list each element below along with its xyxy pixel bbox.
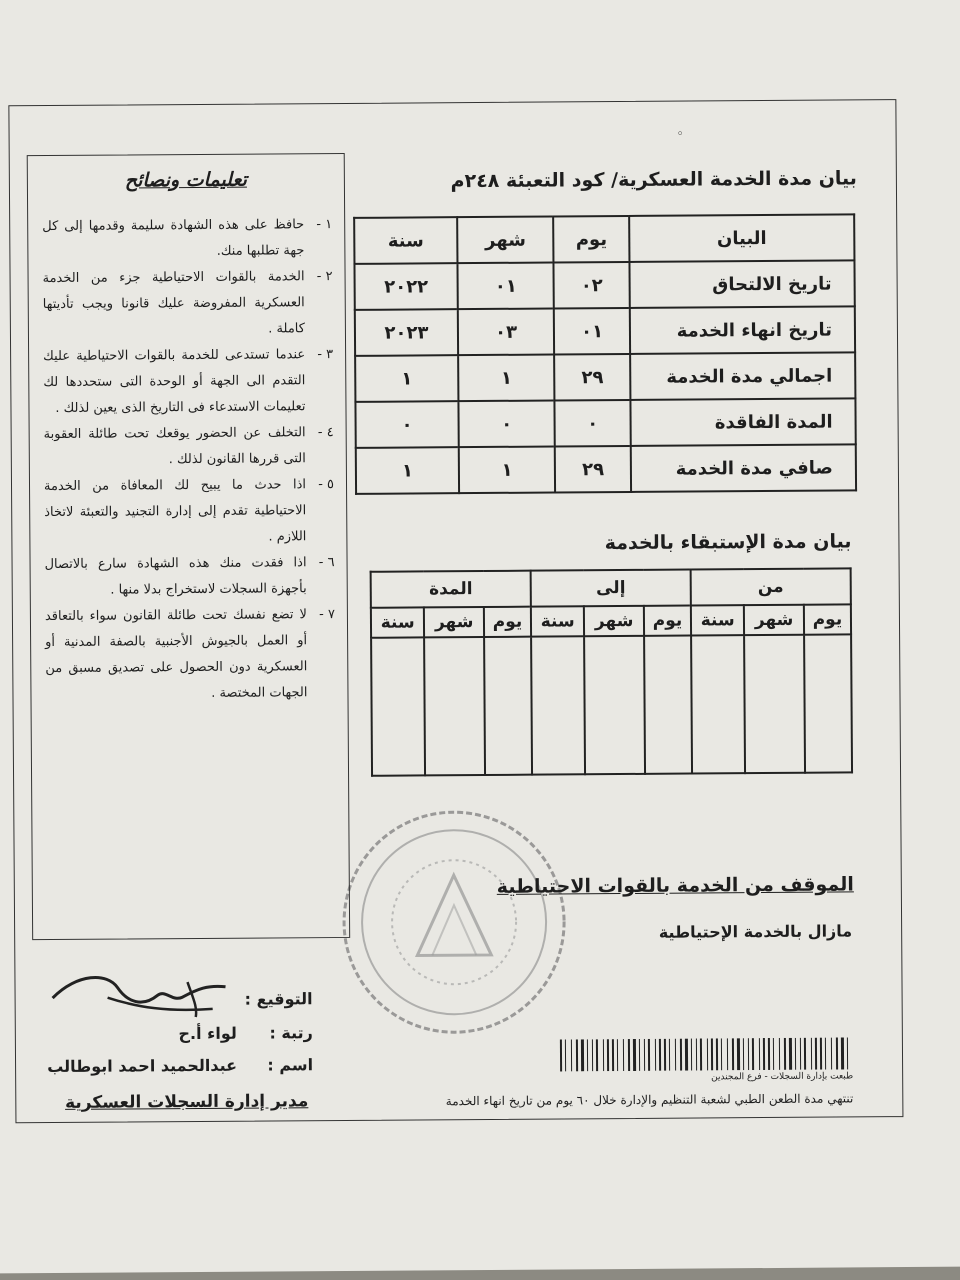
col-header-month: شهر (457, 216, 554, 263)
barcode-bar (592, 1039, 593, 1071)
row-year: ٠ (355, 401, 458, 448)
barcode-bar (847, 1037, 848, 1069)
barcode-bar (565, 1039, 566, 1071)
row-day: ٢٩ (555, 446, 631, 493)
barcode-bar (825, 1038, 826, 1070)
row-year: ١ (356, 447, 459, 494)
barcode-bar (752, 1038, 754, 1070)
table-row (354, 260, 854, 309)
item-text: حافظ على هذه الشهادة سليمة وقدمها إلى كل جهة تطلبها منك. (42, 217, 305, 259)
list-item (44, 550, 334, 604)
rank-value: لواء أ.ح (178, 1023, 237, 1044)
row-day: ٠٢ (554, 262, 630, 309)
row-label: تاريخ الالتحاق (629, 260, 854, 308)
row-month: ٠١ (458, 262, 555, 309)
barcode-bar (763, 1038, 765, 1070)
row-month: ٠٣ (458, 308, 555, 355)
subcol-day: يوم (644, 606, 691, 636)
barcode-bar (779, 1038, 780, 1070)
table-header-row (354, 214, 854, 263)
list-item (43, 342, 334, 422)
barcode-bar (716, 1038, 718, 1070)
retention-group-row (371, 568, 851, 607)
subcol-year: سنة (371, 607, 425, 637)
barcode-bar (644, 1039, 645, 1071)
row-year: ٢٠٢٢ (354, 263, 457, 310)
item-number: ٧ - (319, 607, 335, 623)
subcol-day: يوم (804, 604, 851, 634)
empty-cell (744, 635, 805, 773)
barcode-bar (727, 1038, 728, 1070)
barcode-bar (664, 1039, 666, 1071)
rank-label: رتبة : (269, 1023, 313, 1043)
barcode-bar (711, 1038, 713, 1070)
barcode-bar (836, 1038, 838, 1070)
barcode-bar (603, 1039, 604, 1071)
barcode-bar (669, 1039, 670, 1071)
name-value: عبدالحميد احمد ابوطالب (47, 1055, 238, 1077)
barcode-bar (560, 1039, 562, 1071)
table-row (355, 306, 855, 355)
row-month: ٠ (458, 400, 555, 447)
retention-subheader-row (371, 604, 851, 637)
barcode-bar (596, 1039, 598, 1071)
barcode-bar (612, 1039, 614, 1071)
name-label: اسم : (267, 1055, 314, 1075)
item-text: التخلف عن الحضور يوقعك تحت طائلة العقوبة التى قررها القانون لذلك . (43, 425, 306, 468)
barcode-bar (815, 1038, 817, 1070)
list-item (44, 472, 335, 552)
barcode-bar (617, 1039, 618, 1071)
empty-cell (691, 635, 745, 773)
dot-mark: ◦ (676, 126, 684, 141)
reserve-status-value: مازال بالخدمة الإحتياطية (658, 921, 853, 942)
barcode-bar (655, 1039, 656, 1071)
barcode-bar (633, 1039, 636, 1071)
barcode-bar (789, 1038, 792, 1070)
row-year: ٢٠٢٣ (355, 309, 458, 356)
subcol-month: شهر (584, 606, 644, 636)
row-label: المدة الفاقدة (630, 398, 855, 446)
empty-cell (424, 637, 485, 775)
retention-table (370, 567, 853, 776)
barcode-bar (784, 1038, 786, 1070)
barcode-bar (831, 1038, 832, 1070)
item-text: عندما تستدعى للخدمة بالقوات الاحتياطية عليك التقدم الى الجهة أو الوحدة التى ستحددها لك تعليمات الاستدعاء فى التاريخ الذى يعين لذلك . (43, 347, 306, 416)
row-year: ١ (355, 355, 458, 402)
retention-statement-title: بيان مدة الإستبقاء بالخدمة (604, 530, 852, 555)
col-header-day: يوم (553, 216, 629, 263)
barcode-bar (773, 1038, 774, 1070)
row-label: تاريخ انهاء الخدمة (630, 306, 855, 354)
empty-cell (584, 636, 645, 774)
barcode (558, 1037, 856, 1071)
barcode-bar (700, 1038, 702, 1070)
barcode-bar (696, 1039, 697, 1071)
barcode-bar (732, 1038, 734, 1070)
row-day: ٢٩ (554, 354, 630, 401)
item-text: الخدمة بالقوات الاحتياطية جزء من الخدمة العسكرية المفروضة عليك قانونا ويجب تأديتها كاملة . (42, 269, 305, 337)
row-month: ١ (459, 446, 556, 493)
name-row (33, 1055, 313, 1076)
barcode-bar (795, 1038, 796, 1070)
retention-empty-row (371, 634, 852, 775)
item-number: ١ - (316, 217, 333, 233)
barcode-bar (707, 1038, 708, 1070)
instructions-list (42, 212, 335, 708)
table-row (356, 444, 856, 493)
barcode-bar (841, 1037, 844, 1069)
list-item (45, 602, 336, 708)
barcode-bar (721, 1038, 722, 1070)
row-day: ٠١ (554, 308, 630, 355)
office-title: مدير إدارة السجلات العسكرية (64, 1091, 309, 1113)
barcode-bar (607, 1039, 609, 1071)
barcode-bar (587, 1039, 588, 1071)
empty-cell (371, 637, 425, 775)
barcode-bar (800, 1038, 801, 1070)
group-to: إلى (531, 570, 691, 607)
item-number: ٥ - (318, 477, 335, 493)
item-text: اذا فقدت منك هذه الشهادة سارع بالاتصال بأجهزة السجلات لاستخراج بدلا منها . (44, 555, 307, 598)
subcol-day: يوم (484, 607, 531, 637)
item-number: ٣ - (317, 347, 334, 363)
barcode-bar (748, 1038, 749, 1070)
barcode-bar (680, 1039, 682, 1071)
footer-note: تنتهي مدة الطعن الطبي لشعبة التنظيم والإدارة خلال ٦٠ يوم من تاريخ انهاء الخدمة (445, 1091, 854, 1109)
barcode-bar (820, 1038, 822, 1070)
subcol-year: سنة (691, 605, 744, 635)
barcode-bar (571, 1039, 572, 1071)
barcode-bar (659, 1039, 661, 1071)
instructions-box (27, 153, 350, 940)
barcode-bar (737, 1038, 740, 1070)
signature-label: التوقيع : (244, 989, 313, 1009)
table-row (355, 398, 855, 447)
instructions-title: تعليمات ونصائح (124, 168, 247, 192)
empty-cell (531, 636, 585, 774)
row-label: اجمالي مدة الخدمة (630, 352, 855, 400)
rank-row (33, 1023, 313, 1044)
list-item (44, 420, 334, 474)
item-text: اذا حدث ما يبيح لك المعافاة من الخدمة الاحتياطية تقدم إلى إدارة التجنيد والتعبئة لاتخاذ اللازم . (43, 477, 307, 545)
row-month: ١ (458, 354, 555, 401)
barcode-bar (691, 1039, 692, 1071)
group-from: من (691, 568, 851, 605)
barcode-bar (648, 1039, 650, 1071)
col-header-item: البيان (629, 214, 854, 262)
barcode-bar (628, 1039, 630, 1071)
empty-cell (644, 636, 692, 774)
barcode-bar (743, 1038, 744, 1070)
barcode-bar (581, 1039, 584, 1071)
row-day: ٠ (555, 400, 631, 447)
item-number: ٦ - (318, 555, 335, 571)
barcode-bar (804, 1038, 806, 1070)
barcode-bar (759, 1038, 760, 1070)
barcode-bar (685, 1039, 688, 1071)
row-label: صافي مدة الخدمة (631, 444, 856, 492)
subcol-month: شهر (744, 605, 804, 635)
subcol-year: سنة (531, 606, 584, 636)
group-duration: المدة (371, 571, 531, 608)
table-row (355, 352, 855, 401)
empty-cell (484, 637, 532, 775)
barcode-bar (811, 1038, 812, 1070)
barcode-bar (576, 1039, 578, 1071)
service-statement-title: بيان مدة الخدمة العسكرية/ كود التعبئة ٢٤٨م (450, 167, 857, 193)
service-statement-table (353, 213, 857, 494)
barcode-bar (623, 1039, 624, 1071)
col-header-year: سنة (354, 217, 457, 264)
list-item (42, 264, 333, 344)
subcol-month: شهر (424, 607, 484, 637)
barcode-bar (639, 1039, 640, 1071)
list-item (42, 212, 332, 266)
reserve-status-title: الموقف من الخدمة بالقوات الاحتياطية (496, 873, 854, 898)
item-number: ٤ - (317, 425, 334, 441)
empty-cell (804, 634, 852, 772)
barcode-bar (675, 1039, 676, 1071)
item-number: ٢ - (316, 269, 333, 285)
handwritten-signature (47, 967, 232, 1023)
barcode-bar (768, 1038, 770, 1070)
item-text: لا تضع نفسك تحت طائلة القانون سواء بالتعاقد أو العمل بالجيوش الأجنبية بالصفة المدنية أو العسكرية دون الحصول على تصديق مسبق من الجهات المختصة . (44, 607, 308, 701)
barcode-caption: طبعت بإدارة السجلات - فرع المجندين (711, 1071, 854, 1083)
